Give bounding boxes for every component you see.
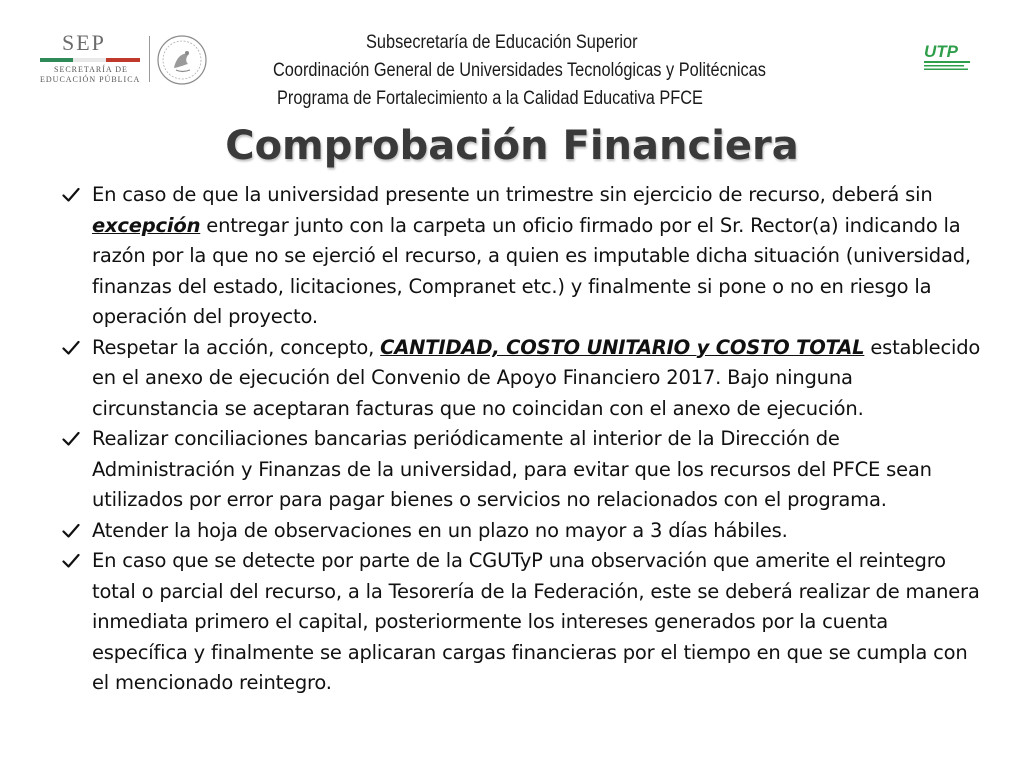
list-item xyxy=(62,516,982,547)
header-subsecretaria: Subsecretaría de Educación Superior xyxy=(366,32,638,53)
requirements-list xyxy=(62,180,982,699)
list-item-text: Realizar conciliaciones bancarias periódicamente al interior de la Dirección de Administración y Finanzas de la universidad, para evitar que los recursos del PFCE sean utilizados por error para pagar bienes o servicios no relacionados con el programa. xyxy=(92,427,932,511)
sep-logo-line2: EDUCACIÓN PÚBLICA xyxy=(40,75,141,84)
checkmark-icon xyxy=(62,187,80,203)
list-item-text: Atender la hoja de observaciones en un plazo no mayor a 3 días hábiles. xyxy=(92,518,788,542)
list-item xyxy=(62,424,982,516)
sep-logo xyxy=(32,30,212,88)
header-programa: Programa de Fortalecimiento a la Calidad Educativa PFCE xyxy=(277,88,703,109)
list-item xyxy=(62,333,982,425)
checkmark-icon xyxy=(62,431,80,447)
sep-logo-word: SEP xyxy=(62,30,106,55)
checkmark-icon xyxy=(62,553,80,569)
list-item-text: establecido en el anexo de ejecución del Convenio de Apoyo Financiero 2017. Bajo ninguna circunstancia se aceptaran facturas que no coincidan con el anexo de ejecución. xyxy=(92,335,981,420)
header-coordinacion: Coordinación General de Universidades Tecnológicas y Politécnicas xyxy=(273,60,766,81)
list-item-text: Respetar la acción, concepto, xyxy=(92,335,381,359)
emphasis-text: excepción xyxy=(92,213,201,237)
list-item-text: En caso que se detecte por parte de la CGUTyP una observación que amerite el reintegro total o parcial del recurso, a la Tesorería de la Federación, este se deberá realizar de manera inmediata primero el capital, posteriormente los intereses generados por la cuenta específica y finalmente se aplicaran cargas financieras por el tiempo en que se cumpla con el mencionado reintegro. xyxy=(92,549,980,694)
national-seal-icon xyxy=(156,34,208,86)
utp-logo-text: UTP xyxy=(924,42,958,61)
logo-divider xyxy=(149,36,150,82)
list-item-text: entregar junto con la carpeta un oficio firmado por el Sr. Rector(a) indicando la razón por la que no se ejerció el recurso, a quien es imputable dicha situación (universidad, finanzas del estado, licitaciones, Compranet etc.) y finalmente si pone o no en riesgo la operación del proyecto. xyxy=(92,213,971,328)
sep-logo-stripe xyxy=(40,58,140,62)
list-item xyxy=(62,180,982,333)
checkmark-icon xyxy=(62,523,80,539)
checkmark-icon xyxy=(62,340,80,356)
page-title: Comprobación Financiera xyxy=(225,123,799,169)
utp-logo xyxy=(922,40,974,74)
sep-logo-line1: SECRETARÍA DE xyxy=(54,65,128,74)
list-item xyxy=(62,546,982,699)
list-item-text: En caso de que la universidad presente un trimestre sin ejercicio de recurso, deberá sin xyxy=(92,183,933,206)
emphasis-text: CANTIDAD, COSTO UNITARIO y COSTO TOTAL xyxy=(380,335,865,359)
